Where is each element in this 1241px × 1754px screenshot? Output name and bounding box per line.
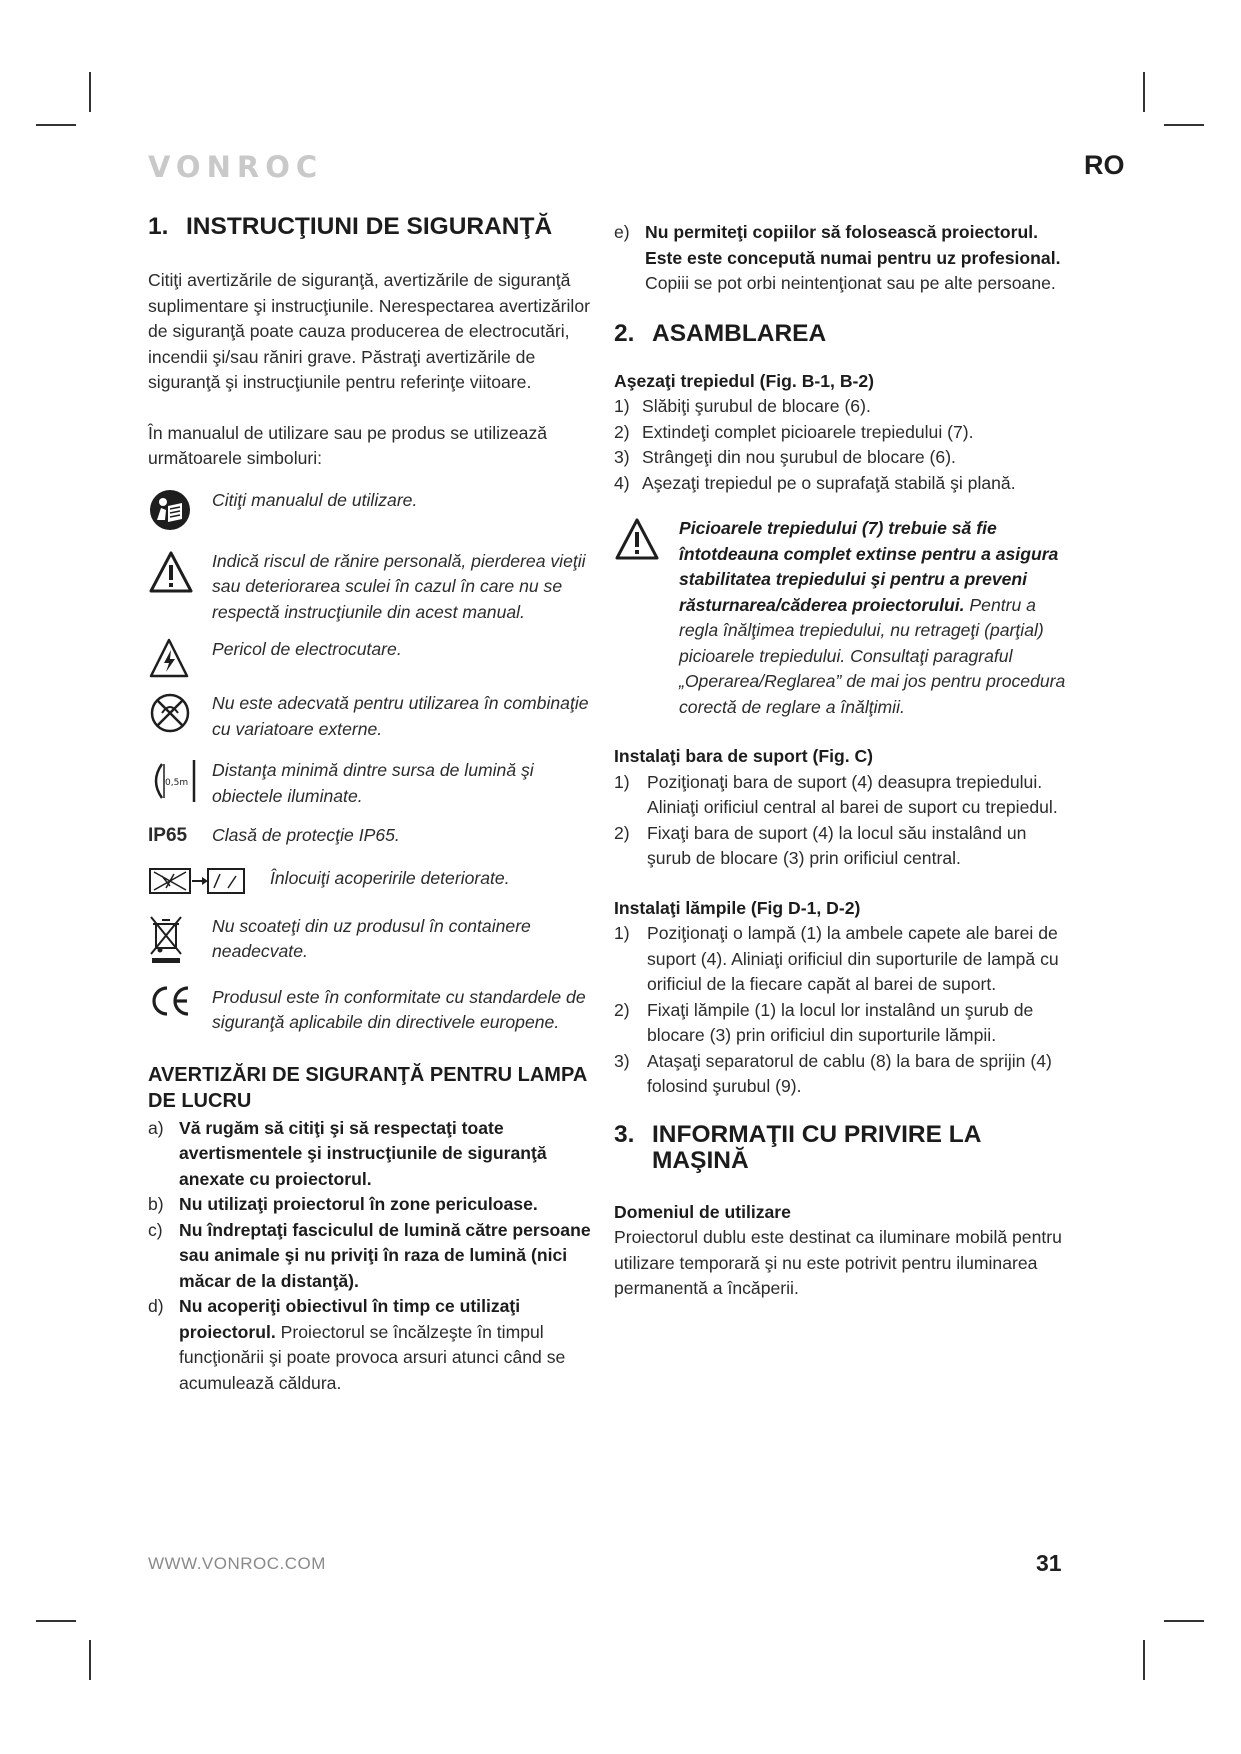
crop-mark bbox=[89, 72, 91, 112]
symbol-electric bbox=[148, 637, 603, 679]
lamp-safety-list-cont bbox=[614, 220, 1069, 297]
symbol-no-dimmer bbox=[148, 691, 603, 742]
section-1-title: 1. INSTRUCŢIUNI DE SIGURANŢĂ bbox=[148, 213, 553, 240]
safety-intro: Citiţi avertizările de siguranţă, avertizările de siguranţă suplimentare şi instrucţiunile. Nerespectarea avertizărilor de siguranţă poate cauza producerea de electrocutări, incendii şi/sau răniri grave. Păstraţi avertizările de siguranţă şi instrucţiunile pentru referinţe viitoare. bbox=[148, 270, 590, 392]
symbol-text: Pericol de electrocutare. bbox=[212, 639, 402, 659]
symbol-read-manual bbox=[148, 488, 603, 532]
list-item: a) Vă rugăm să citiţi şi să respectaţi toate avertismentele şi instrucţiunile de siguranţă anexate cu proiectorul. bbox=[148, 1117, 547, 1189]
symbols-intro: În manualul de utilizare sau pe produs se utilizează următoarele simboluri: bbox=[148, 422, 548, 468]
crop-mark bbox=[1143, 72, 1145, 112]
bar-subtitle: Instalaţi bara de suport (Fig. C) bbox=[614, 746, 874, 766]
crossed-bin-icon bbox=[148, 914, 184, 964]
use-subtitle: Domeniul de utilizare bbox=[614, 1201, 791, 1222]
ce-mark-icon bbox=[148, 985, 192, 1017]
tripod-subtitle: Aşezaţi trepiedul (Fig. B-1, B-2) bbox=[614, 370, 875, 391]
tripod-warning-note: Picioarele trepiedului (7) trebuie să fie întotdeauna complet extinse pentru a asigura stabilitatea trepiedului şi pentru a preveni răsturnarea/căderea proiectorului. Pentru a regla înălţimea trepiedului, nu retrageţi (parţial) picioarele trepiedului. Consultaţi paragraful „Operarea/Reglarea” de mai jos pentru procedura corectă de reglare a înălţimii. bbox=[614, 516, 1069, 720]
lamps-steps bbox=[614, 921, 1069, 1100]
page-number: 31 bbox=[1036, 1550, 1062, 1576]
list-item: c) Nu îndreptaţi fasciculul de lumină către persoane sau animale şi nu priviţi în raza de lumină (nici măcar de la distanţă). bbox=[148, 1219, 591, 1291]
symbol-ce bbox=[148, 985, 603, 1036]
replace-cover-icon bbox=[148, 866, 248, 896]
warning-triangle-icon bbox=[614, 516, 660, 562]
footer-url: WWW.VONROC.COM bbox=[148, 1554, 326, 1573]
symbol-text: Înlocuiţi acoperirile deteriorate. bbox=[270, 867, 510, 888]
electric-hazard-icon bbox=[148, 637, 190, 679]
symbol-disposal bbox=[148, 914, 603, 965]
symbol-text: Nu este adecvată pentru utilizarea în combinaţie cu variatoare externe. bbox=[212, 693, 589, 739]
crop-mark bbox=[36, 124, 76, 126]
symbol-text: Nu scoateţi din uz produsul în containere neadecvate. bbox=[212, 915, 531, 961]
crop-mark bbox=[1164, 1620, 1204, 1622]
ip65-icon: IP65 bbox=[148, 825, 188, 846]
list-item: 1) Poziţionaţi bara de suport (4) deasupra trepiedului. Aliniaţi orificiul central al barei de suport cu trepiedul. bbox=[614, 771, 1058, 817]
bar-steps bbox=[614, 770, 1069, 872]
symbol-distance bbox=[148, 758, 603, 809]
min-distance-icon bbox=[148, 758, 196, 804]
brand-logo: VONROC bbox=[148, 150, 324, 184]
svg-text:0,5m: 0,5m bbox=[165, 778, 189, 788]
symbol-text: Indică riscul de rănire personală, pierderea vieţii sau deteriorarea sculei în cazul în care nu se respectă instrucţiunile din acest manual. bbox=[212, 550, 586, 622]
crop-mark bbox=[89, 1640, 91, 1680]
language-code: RO bbox=[1084, 150, 1125, 180]
symbol-text: Produsul este în conformitate cu standardele de siguranţă aplicabile din directivele europene. bbox=[212, 986, 586, 1032]
list-item: 1) Poziţionaţi o lampă (1) la ambele capete ale barei de suport (4). Aliniaţi orificiul din suporturile de lampă cu orificiul de la fiecare capăt al barei de suport. bbox=[614, 923, 1059, 994]
crop-mark bbox=[1164, 124, 1204, 126]
right-column bbox=[614, 212, 1069, 1302]
symbol-warning bbox=[148, 549, 603, 626]
list-item: 4) Aşezaţi trepiedul pe o suprafaţă stabilă şi plană. bbox=[614, 472, 1016, 493]
crop-mark bbox=[1143, 1640, 1145, 1680]
list-item: 2) Fixaţi lămpile (1) la locul lor instalând un şurub de blocare (3) prin orificiul din suporturile lămpii. bbox=[614, 999, 1034, 1045]
read-manual-icon bbox=[148, 488, 192, 532]
symbol-text: Distanţa minimă dintre sursa de lumină şi obiectele iluminate. bbox=[212, 760, 534, 806]
section-3-title: 3. INFORMAŢII CU PRIVIRE LA MAŞINĂ bbox=[614, 1120, 981, 1174]
lamp-safety-list bbox=[148, 1116, 603, 1397]
list-item: e) Nu permiteţi copiilor să folosească proiectorul. Este este concepută numai pentru uz profesional. Copiii se pot orbi neintenţionat sau pe alte persoane. bbox=[614, 222, 1061, 293]
warning-triangle-icon bbox=[148, 549, 194, 595]
list-item: 1) Slăbiţi şurubul de blocare (6). bbox=[614, 396, 871, 416]
list-item: d) Nu acoperiţi obiectivul în timp ce utilizaţi proiectorul. Proiectorul se încălzeşte în timpul funcţionării şi poate provoca arsuri atunci când se acumulează căldura. bbox=[148, 1296, 566, 1393]
no-dimmer-icon bbox=[148, 691, 192, 735]
left-column bbox=[148, 212, 603, 1396]
list-item: 3) Strângeţi din nou şurubul de blocare (6). bbox=[614, 447, 956, 467]
lamp-safety-title: AVERTIZĂRI DE SIGURANŢĂ PENTRU LAMPA DE LUCRU bbox=[148, 1063, 587, 1112]
lamps-subtitle: Instalaţi lămpile (Fig D-1, D-2) bbox=[614, 897, 861, 918]
use-text: Proiectorul dublu este destinat ca iluminare mobilă pentru utilizare temporară şi nu este potrivit pentru iluminarea permanentă a încăperii. bbox=[614, 1227, 1062, 1298]
symbol-text: Clasă de protecţie IP65. bbox=[212, 825, 400, 845]
crop-mark bbox=[36, 1620, 76, 1622]
list-item: 3) Ataşaţi separatorul de cablu (8) la bara de sprijin (4) folosind şurubul (9). bbox=[614, 1050, 1052, 1096]
symbol-replace-cover bbox=[148, 866, 603, 896]
list-item: b) Nu utilizaţi proiectorul în zone periculoase. bbox=[148, 1194, 538, 1214]
symbol-ip65 bbox=[148, 823, 603, 849]
list-item: 2) Fixaţi bara de suport (4) la locul său instalând un şurub de blocare (3) prin orificiul central. bbox=[614, 822, 1027, 868]
symbol-text: Citiţi manualul de utilizare. bbox=[212, 489, 418, 510]
list-item: 2) Extindeţi complet picioarele trepiedului (7). bbox=[614, 421, 974, 442]
section-2-title: 2. ASAMBLAREA bbox=[614, 319, 827, 347]
tripod-steps bbox=[614, 394, 1069, 496]
